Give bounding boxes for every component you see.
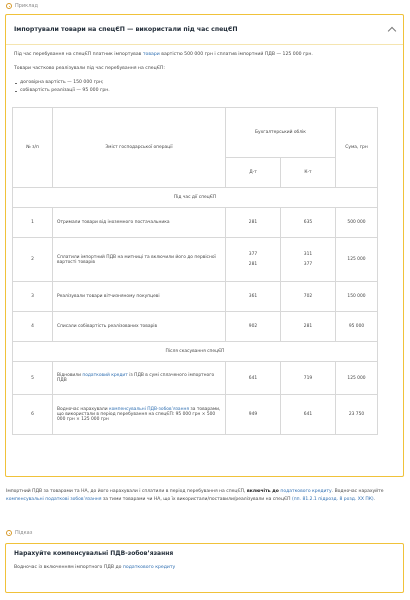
- chevron-up-icon[interactable]: [388, 27, 396, 35]
- header-kt: К-т: [281, 158, 336, 188]
- section-row-during: [13, 188, 378, 208]
- compensating-obligations-link[interactable]: компенсувальні податкові зобов’язання: [6, 497, 102, 502]
- section-row-after: [13, 342, 378, 362]
- intro-second: Товари частково реалізували під час перебування на спецЄП:: [14, 66, 165, 71]
- hint-tax-credit-link[interactable]: податкового кредиту: [122, 565, 176, 570]
- table-row: 3 Реалізували товари вітчизняному покупцеві 361 702 150 000: [13, 282, 378, 312]
- table-row: 6 Водночас нарахували компенсувальні ПДВ-зобов’язання за товарами, що використали в період перебування на спецЄП: 95 000 грн × 500 000 грн × 125 000 грн 949 641 23 750: [13, 395, 378, 435]
- example-box-title: Імпортували товари на спецЄП — використали під час спецЄП: [14, 26, 238, 33]
- header-content: Зміст господарської операції: [53, 108, 226, 188]
- header-num: № з/п: [13, 108, 53, 188]
- tax-credit-link[interactable]: податковий кредит: [82, 373, 128, 378]
- intro-paragraph: Під час перебування на спецЄП платник імпортував товари вартістю 500 000 грн і сплатив імпортний ПДВ — 125 000 грн.: [14, 52, 313, 57]
- table-header-row: [13, 108, 378, 158]
- table-row: 4 Списали собівартість реалізованих товарів 902 281 95 000: [13, 312, 378, 342]
- goods-link[interactable]: товари: [142, 52, 160, 57]
- hint-description: Водночас із включенням імпортного ПДВ до податкового кредиту: [14, 565, 176, 570]
- list-item: собівартість реалізації — 95 000 грн.: [14, 87, 395, 95]
- hint-tag: Підказ: [6, 530, 32, 536]
- header-sum: Сума, грн: [336, 108, 378, 188]
- operations-table: [12, 107, 378, 435]
- section-after: Після скасування спецЄП: [13, 342, 378, 362]
- tax-code-link[interactable]: (пп. 81.2.1 підрозд. 8 розд. XX ПК): [291, 497, 374, 502]
- list-item: договірна вартість — 150 000 грн;: [14, 79, 395, 87]
- table-row: 2 Сплатили імпортний ПДВ на митниці та включили його до первісної вартості товарів 377 281 311 377 125 000: [13, 238, 378, 282]
- tax-credit-link-2[interactable]: податкового кредиту: [280, 489, 332, 494]
- example-content: [6, 45, 403, 107]
- lightbulb-icon: [6, 3, 12, 9]
- example-tag: Приклад: [6, 3, 38, 9]
- section-during: Під час дії спецЄП: [13, 188, 378, 208]
- hint-box: [5, 543, 404, 593]
- bullet-list: [14, 79, 395, 95]
- lightbulb-icon: [6, 530, 12, 536]
- header-dt: Д-т: [226, 158, 281, 188]
- hint-title: Нарахуйте компенсувальні ПДВ-зобов’язання: [14, 550, 174, 557]
- table-row: 1 Отримали товари від іноземного постачальника 281 635 500 000: [13, 208, 378, 238]
- example-box: [5, 14, 404, 477]
- example-box-header[interactable]: [6, 15, 403, 45]
- header-accounting: Бухгалтерський облік: [226, 108, 336, 158]
- table-row: 5 Відновили податковий кредит із ПДВ в сумі сплаченого імпортного ПДВ 641 719 125 000: [13, 362, 378, 395]
- after-paragraph: Імпортний ПДВ за товарами та НА, до його нарахували і сплатили в період перебування на спецЄП, включіть до податкового кредиту. Водночас нарахуйте компенсувальні податкові зобов’язання за тими товарами чи НА, що їх використали/поставили/реалізували на спецЄП (пп. 81.2.1 підрозд. 8 розд. XX ПК).: [6, 489, 384, 502]
- compensating-liabilities-link[interactable]: компенсувальні ПДВ-зобов’язання: [108, 407, 190, 412]
